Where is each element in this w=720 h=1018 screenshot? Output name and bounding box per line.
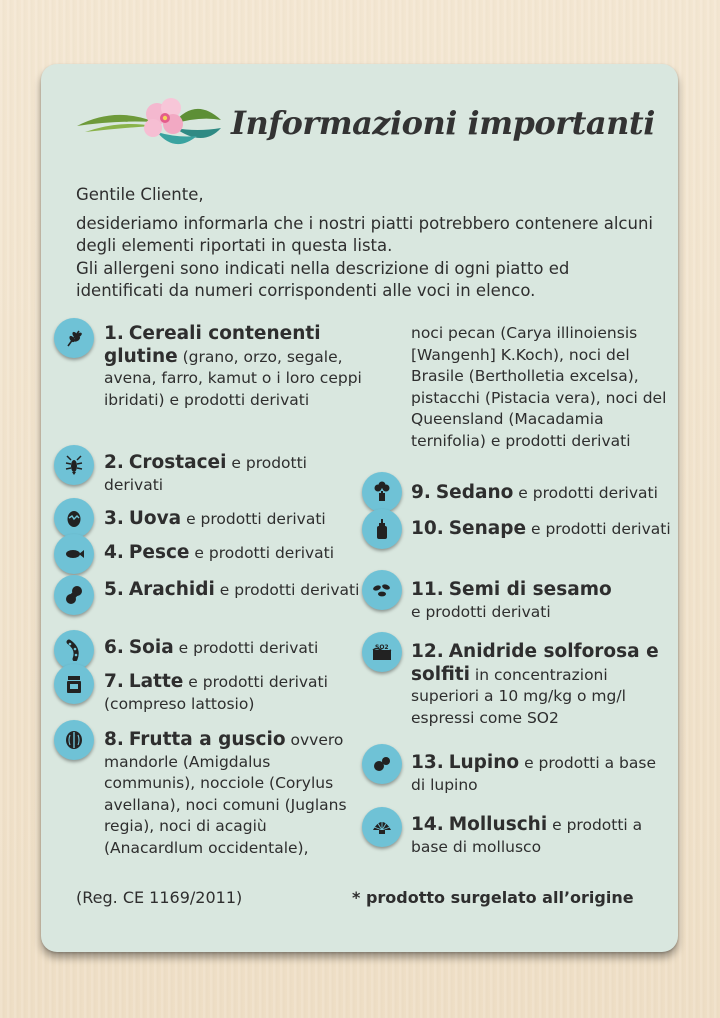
shell-icon <box>362 807 402 847</box>
allergen-item-7: 7. Latte e prodotti derivati (compreso lattosio) <box>104 671 328 713</box>
celery-icon <box>362 472 402 512</box>
milk-icon <box>54 664 94 704</box>
allergen-item-6: 6. Soia e prodotti derivati <box>104 637 319 658</box>
allergen-item-14: 14. Molluschi e prodotti a base di mollusco <box>411 814 643 856</box>
allergen-item-10: 10. Senape e prodotti derivati <box>411 518 671 539</box>
allergen-item-1: 1. Cereali contenenti glutine (grano, orzo, segale, avena, farro, kamut o i loro ceppi ibridati) e prodotti derivati <box>104 323 362 409</box>
allergen-item-9: 9. Sedano e prodotti derivati <box>411 482 658 503</box>
fish-icon <box>54 534 94 574</box>
tropical-flower-icon <box>75 92 225 152</box>
svg-text:SO2: SO2 <box>375 644 389 651</box>
allergen-item-13: 13. Lupino e prodotti a base di lupino <box>411 752 656 794</box>
so2-icon <box>362 632 402 672</box>
wheat-icon <box>54 318 94 358</box>
egg-icon <box>54 498 94 538</box>
intro-paragraph-2: Gli allergeni sono indicati nella descrizione di ogni piatto ed identificati da numeri corrispondenti alle voci in elenco. <box>76 258 570 300</box>
intro-text <box>76 184 656 303</box>
allergen-item-4: 4. Pesce e prodotti derivati <box>104 542 335 563</box>
lobster-icon <box>54 445 94 485</box>
sesame-icon <box>362 570 402 610</box>
peanut-icon <box>54 575 94 615</box>
frozen-product-note: * prodotto surgelato all’origine <box>352 888 634 907</box>
allergen-item-11: 11. Semi di sesamo e prodotti derivati <box>411 579 612 621</box>
allergen-item-8-continued: noci pecan (Carya illinoiensis [Wangenh] K.Koch), noci del Brasile (Bertholletia excelsa), pistacchi (Pistacia vera), noci del Queensland (Macadamia ternifolia) e prodotti derivati <box>411 324 667 450</box>
allergen-item-12: 12. Anidride solforosa e solfiti in concentrazioni superiori a 10 mg/kg o mg/l espressi come SO2 <box>411 641 659 727</box>
allergen-item-2: 2. Crostacei e prodotti derivati <box>104 452 307 494</box>
intro-paragraph-1: desideriamo informarla che i nostri piatti potrebbero contenere alcuni degli elementi riportati in questa lista. <box>76 213 654 255</box>
allergen-item-5: 5. Arachidi e prodotti derivati <box>104 579 360 600</box>
allergen-item-3: 3. Uova e prodotti derivati <box>104 508 326 529</box>
allergen-item-8: 8. Frutta a guscio ovvero mandorle (Amigdalus communis), nocciole (Corylus avellana), noci comuni (Juglans regia), noci di acagiù (Anacardlum occidentale), <box>104 729 347 857</box>
regulation-note: (Reg. CE 1169/2011) <box>76 888 243 907</box>
allergen-info-card <box>41 64 678 952</box>
lupin-icon <box>362 744 402 784</box>
header <box>75 92 665 152</box>
mustard-icon <box>362 509 402 549</box>
nut-icon <box>54 720 94 760</box>
page-title: Informazioni importanti <box>231 104 655 142</box>
greeting: Gentile Cliente, <box>76 185 204 204</box>
